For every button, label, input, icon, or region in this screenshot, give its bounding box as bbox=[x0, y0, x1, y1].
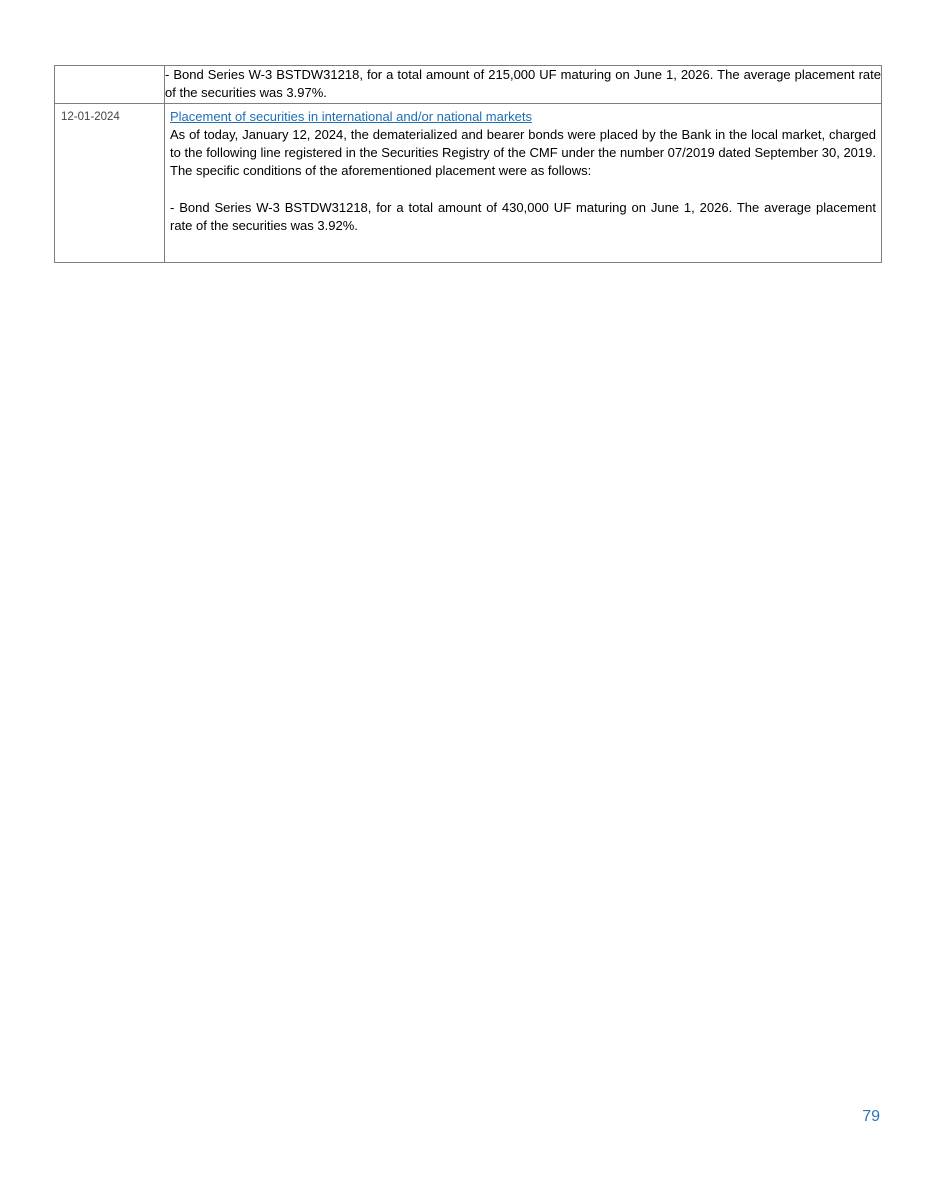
table-row bbox=[55, 66, 882, 104]
table-row bbox=[55, 103, 882, 263]
detail-cell bbox=[165, 103, 882, 263]
date-text bbox=[55, 66, 164, 72]
events-table bbox=[54, 65, 882, 263]
bond-placement-paragraph: - Bond Series W-3 BSTDW31218, for a total amount of 430,000 UF maturing on June 1, 2026. The average placement rate of the securities was 3.92%. bbox=[170, 199, 876, 234]
date-cell bbox=[55, 66, 165, 104]
date-text: 12-01-2024 bbox=[61, 110, 120, 123]
date-cell bbox=[55, 103, 165, 263]
placement-description-paragraph: As of today, January 12, 2024, the dematerialized and bearer bonds were placed by the Bank in the local market, charged to the following line registered in the Securities Registry of the CMF under the number 07/2019 dated September 30, 2019. The specific conditions of the aforementioned placement were as follows: bbox=[170, 126, 876, 179]
detail-cell bbox=[165, 66, 882, 104]
page-number: 79 bbox=[862, 1108, 880, 1125]
bond-placement-paragraph: - Bond Series W-3 BSTDW31218, for a total amount of 215,000 UF maturing on June 1, 2026. The average placement rate of the securities was 3.97%. bbox=[165, 67, 881, 101]
placement-link[interactable]: Placement of securities in international and/or national markets bbox=[170, 108, 533, 124]
